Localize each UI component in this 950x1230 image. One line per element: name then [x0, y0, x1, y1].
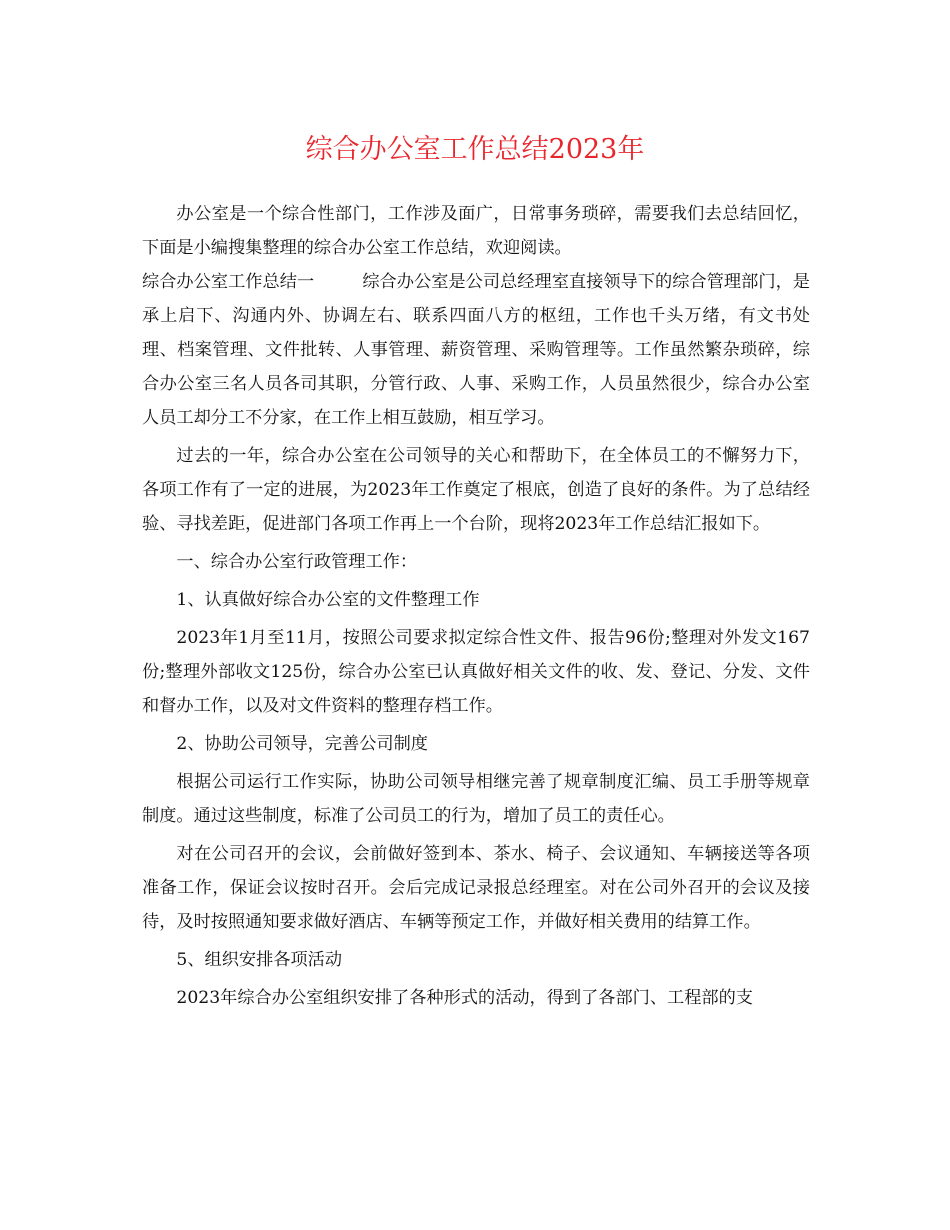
- heading-company-rules: 2、协助公司领导，完善公司制度: [176, 734, 428, 754]
- document-body: [142, 197, 810, 1015]
- activities-paragraph: 2023年综合办公室组织安排了各种形式的活动，得到了各部门、工程部的支: [176, 988, 753, 1008]
- heading-admin-work: 一、综合办公室行政管理工作：: [176, 552, 418, 572]
- review-paragraph: 过去的一年，综合办公室在公司领导的关心和帮助下，在全体员工的不懈努力下，各项工作有了一定的进展，为2023年工作奠定了根底，创造了良好的条件。为了总结经验、寻找差距，促进部门各项工作再上一个台阶，现将2023年工作总结汇报如下。: [142, 446, 810, 534]
- file-work-paragraph: 2023年1月至11月，按照公司要求拟定综合性文件、报告96份;整理对外发文167份;整理外部收文125份，综合办公室已认真做好相关文件的收、发、登记、分发、文件和督办工作，以及对文件资料的整理存档工作。: [142, 628, 810, 716]
- intro-paragraph: 办公室是一个综合性部门，工作涉及面广，日常事务琐碎，需要我们去总结回忆，下面是小编搜集整理的综合办公室工作总结，欢迎阅读。: [142, 204, 810, 258]
- document-title: 综合办公室工作总结2023年: [305, 134, 645, 165]
- heading-activities: 5、组织安排各项活动: [176, 950, 343, 970]
- company-rules-paragraph: 根据公司运行工作实际，协助公司领导相继完善了规章制度汇编、员工手册等规章制度。通过这些制度，标准了公司员工的行为，增加了员工的责任心。: [142, 772, 810, 826]
- section-one-text: 综合办公室是公司总经理室直接领导下的综合管理部门，是承上启下、沟通内外、协调左右、联系四面八方的枢纽，工作也千头万绪，有文书处理、档案管理、文件批转、人事管理、薪资管理、采购管理等。工作虽然繁杂琐碎，综合办公室三名人员各司其职，分管行政、人事、采购工作，人员虽然很少，综合办公室人员工却分工不分家，在工作上相互鼓励，相互学习。: [142, 272, 810, 428]
- section-one-heading: 综合办公室工作总结一: [142, 272, 315, 292]
- heading-file-work: 1、认真做好综合办公室的文件整理工作: [176, 590, 480, 610]
- section-one-paragraph: [142, 265, 810, 435]
- meeting-paragraph: 对在公司召开的会议，会前做好签到本、茶水、椅子、会议通知、车辆接送等各项准备工作，保证会议按时召开。会后完成记录报总经理室。对在公司外召开的会议及接待，及时按照通知要求做好酒店、车辆等预定工作，并做好相关费用的结算工作。: [142, 844, 810, 932]
